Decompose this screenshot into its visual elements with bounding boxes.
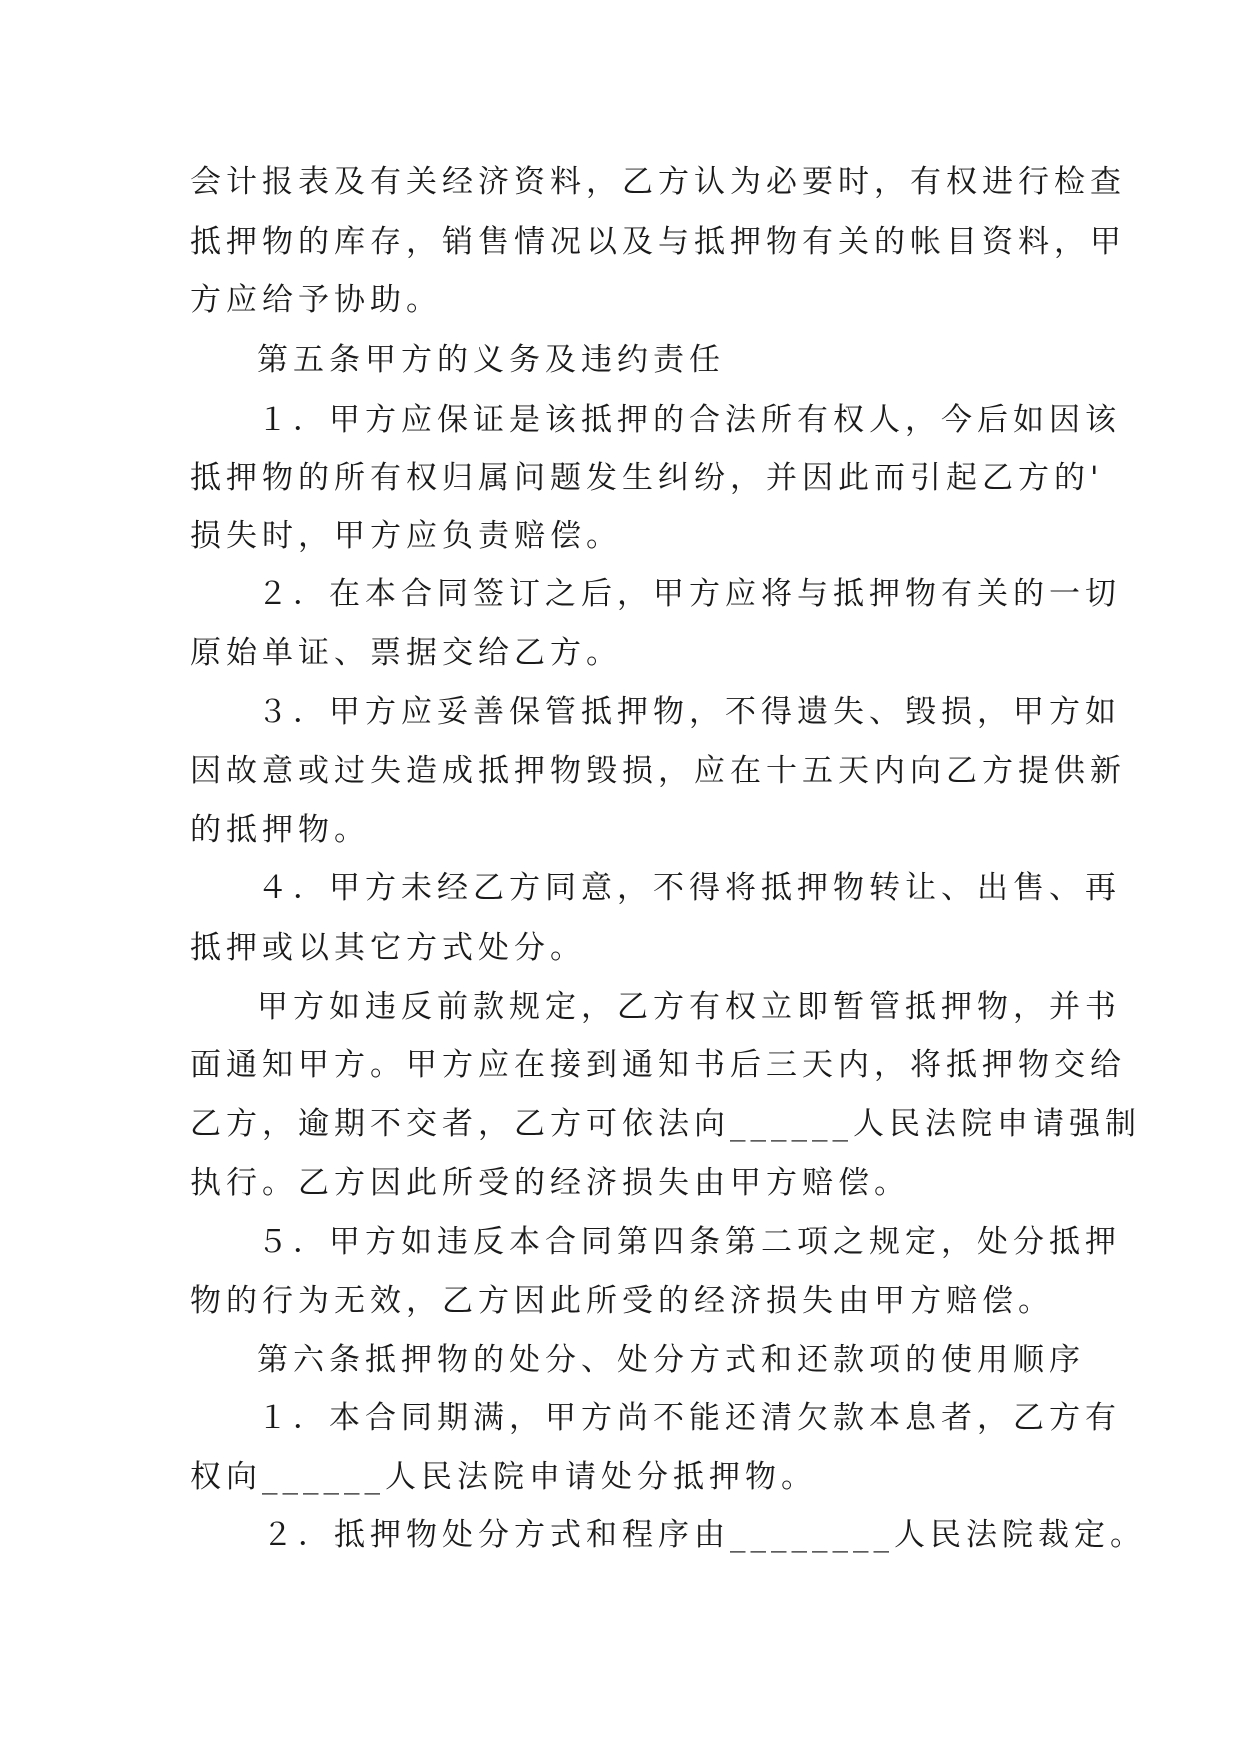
- paragraph-line: 损失时，甲方应负责赔偿。: [190, 518, 622, 554]
- paragraph-line: 抵押或以其它方式处分。: [190, 930, 586, 966]
- paragraph-line: ２．在本合同签订之后，甲方应将与抵押物有关的一切: [257, 576, 1121, 612]
- paragraph-line: 会计报表及有关经济资料，乙方认为必要时，有权进行检查: [190, 164, 1126, 200]
- paragraph-line: 原始单证、票据交给乙方。: [190, 635, 622, 671]
- paragraph-line: 因故意或过失造成抵押物毁损，应在十五天内向乙方提供新: [190, 753, 1126, 789]
- paragraph-line: 执行。乙方因此所受的经济损失由甲方赔偿。: [190, 1165, 910, 1201]
- paragraph-line: １．本合同期满，甲方尚不能还清欠款本息者，乙方有: [257, 1400, 1121, 1436]
- paragraph-line: ４．甲方未经乙方同意，不得将抵押物转让、出售、再: [257, 870, 1121, 906]
- paragraph-line: 抵押物的库存，销售情况以及与抵押物有关的帐目资料，甲: [190, 224, 1126, 260]
- paragraph-line: ５．甲方如违反本合同第四条第二项之规定，处分抵押: [257, 1224, 1121, 1260]
- paragraph-line: 甲方如违反前款规定，乙方有权立即暂管抵押物，并书: [257, 989, 1121, 1025]
- paragraph-line: １．甲方应保证是该抵押的合法所有权人，今后如因该: [257, 402, 1121, 438]
- paragraph-line: 抵押物的所有权归属问题发生纠纷，并因此而引起乙方的': [190, 460, 1104, 496]
- paragraph-line: ２．抵押物处分方式和程序由________人民法院裁定。: [262, 1517, 1146, 1553]
- paragraph-line: ３．甲方应妥善保管抵押物，不得遗失、毁损，甲方如: [257, 694, 1121, 730]
- paragraph-line: 乙方，逾期不交者，乙方可依法向______人民法院申请强制: [190, 1106, 1141, 1142]
- paragraph-line: 物的行为无效，乙方因此所受的经济损失由甲方赔偿。: [190, 1283, 1054, 1319]
- article-heading: 第六条抵押物的处分、处分方式和还款项的使用顺序: [257, 1342, 1085, 1378]
- article-heading: 第五条甲方的义务及违约责任: [257, 342, 725, 378]
- paragraph-line: 面通知甲方。甲方应在接到通知书后三天内，将抵押物交给: [190, 1047, 1126, 1083]
- paragraph-line: 权向______人民法院申请处分抵押物。: [190, 1459, 817, 1495]
- paragraph-line: 方应给予协助。: [190, 282, 442, 318]
- paragraph-line: 的抵押物。: [190, 812, 370, 848]
